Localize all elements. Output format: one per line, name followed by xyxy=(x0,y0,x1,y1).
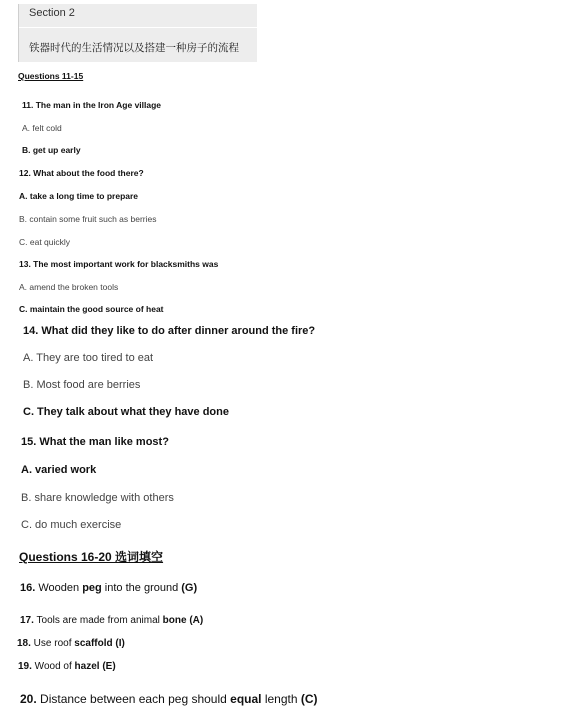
q16-pre: Wooden xyxy=(35,582,83,594)
q17-pre: Tools are made from animal xyxy=(33,615,163,626)
q18-line xyxy=(17,638,125,649)
q17-num: 17. xyxy=(20,615,34,626)
questions-11-15-heading: Questions 11-15 xyxy=(18,71,84,81)
q13-option-a: A. amend the broken tools xyxy=(19,282,119,292)
q15-option-b: B. share knowledge with others xyxy=(21,492,174,504)
q18-pre: Use roof xyxy=(30,638,75,649)
q19-num: 19. xyxy=(18,661,32,672)
q13-option-c: C. maintain the good source of heat xyxy=(19,304,164,314)
q17-answer: (A) xyxy=(186,615,204,626)
q11-question: 11. The man in the Iron Age village xyxy=(22,100,162,110)
q20-answer: (C) xyxy=(300,692,318,706)
q12-option-a: A. take a long time to prepare xyxy=(19,191,139,201)
heading-16-20-cn: 选词填空 xyxy=(115,550,164,564)
questions-16-20-heading xyxy=(19,548,163,565)
q15-option-c: C. do much exercise xyxy=(21,519,122,531)
q14-option-c: C. They talk about what they have done xyxy=(23,406,229,418)
q15-option-a: A. varied work xyxy=(21,464,97,476)
q17-key: bone xyxy=(162,615,187,626)
q16-line xyxy=(20,582,197,594)
q20-post: length xyxy=(261,692,301,706)
q19-key: hazel xyxy=(74,661,100,672)
q18-key: scaffold xyxy=(74,638,113,649)
header-divider xyxy=(19,27,257,28)
q14-option-a: A. They are too tired to eat xyxy=(23,352,154,364)
section-subtitle: 铁器时代的生活情况以及搭建一种房子的流程 xyxy=(29,42,239,54)
q20-pre: Distance between each peg should xyxy=(36,692,231,706)
q15-question: 15. What the man like most? xyxy=(21,436,169,448)
q18-answer: (I) xyxy=(112,638,125,649)
q16-key: peg xyxy=(82,582,102,594)
q14-option-b: B. Most food are berries xyxy=(23,379,141,391)
q19-pre: Wood of xyxy=(31,661,75,672)
section-header xyxy=(18,4,257,62)
q12-option-b: B. contain some fruit such as berries xyxy=(19,214,157,224)
q14-question: 14. What did they like to do after dinner around the fire? xyxy=(23,325,316,337)
section-title: Section 2 xyxy=(29,7,75,19)
q12-option-c: C. eat quickly xyxy=(19,237,71,247)
q19-line xyxy=(18,661,116,672)
heading-16-20-en: Questions 16-20 xyxy=(19,550,116,564)
q13-question: 13. The most important work for blacksmiths was xyxy=(19,259,219,269)
q11-option-b: B. get up early xyxy=(22,145,81,155)
q18-num: 18. xyxy=(17,638,31,649)
q16-num: 16. xyxy=(20,582,36,594)
q19-answer: (E) xyxy=(99,661,116,672)
q20-line xyxy=(20,692,318,706)
q17-line xyxy=(20,615,203,626)
q12-question: 12. What about the food there? xyxy=(19,168,144,178)
q16-post: into the ground xyxy=(101,582,182,594)
q20-num: 20. xyxy=(20,692,37,706)
q16-answer: (G) xyxy=(181,582,198,594)
q11-option-a: A. felt cold xyxy=(22,123,62,133)
q20-key: equal xyxy=(230,692,262,706)
